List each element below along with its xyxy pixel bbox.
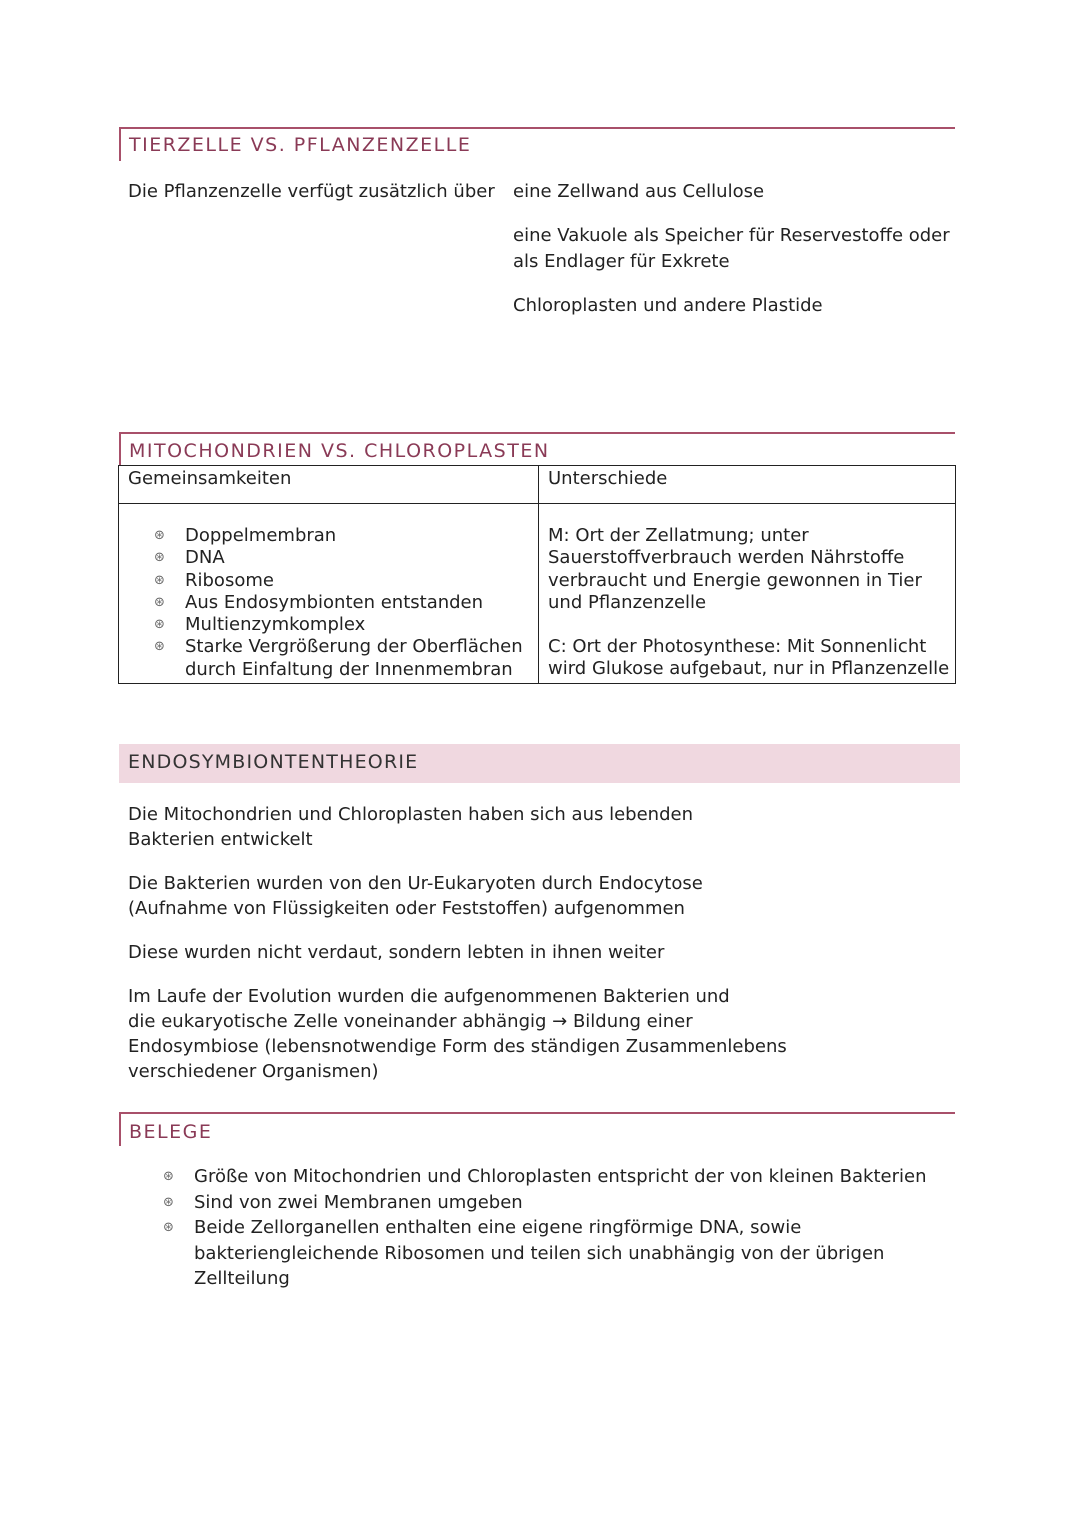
bullet-icon: ⊛	[154, 639, 165, 655]
tier-pflanze-intro: Die Pflanzenzelle verfügt zusätzlich über	[128, 181, 495, 202]
endo-paragraph: Die Bakterien wurden von den Ur-Eukaryoten durch Endocytose (Aufnahme von Flüssigkeiten oder Feststoffen) aufgenommen	[128, 873, 703, 919]
diff-chloroplast: C: Ort der Photosynthese: Mit Sonnenlicht wird Glukose aufgebaut, nur in Pflanzenzelle	[548, 636, 950, 680]
list-item: ⊛ Multienzymkomplex	[154, 614, 366, 636]
endo-paragraph: Diese wurden nicht verdaut, sondern lebten in ihnen weiter	[128, 942, 665, 963]
bullet-icon: ⊛	[163, 1220, 174, 1235]
bullet-icon: ⊛	[154, 572, 165, 588]
diff-cell	[539, 504, 956, 684]
section-belege-heading	[119, 1112, 955, 1146]
endo-paragraph: Im Laufe der Evolution wurden die aufgenommenen Bakterien und die eukaryotische Zelle voneinander abhängig → Bildung einer Endosymbiose (lebensnotwendige Form des ständigen Zusammenlebens verschiedener Organismen)	[128, 986, 787, 1082]
list-item: ⊛ Doppelmembran	[154, 525, 337, 546]
list-item: ⊛ Größe von Mitochondrien und Chloroplasten entspricht der von kleinen Bakterien	[128, 1164, 958, 1190]
bullet-icon: ⊛	[163, 1194, 174, 1210]
common-list	[119, 525, 538, 681]
section-mito-chloro-heading	[119, 432, 955, 466]
tier-pflanze-point: eine Zellwand aus Cellulose	[513, 181, 765, 202]
bullet-icon: ⊛	[163, 1169, 174, 1184]
bullet-icon: ⊛	[154, 594, 165, 610]
section-endo-heading	[119, 744, 960, 783]
list-item: ⊛ Beide Zellorganellen enthalten eine eigene ringförmige DNA, sowie bakteriengleichende Ribosomen und teilen sich unabhängig von der übrigen Zellteilung	[163, 1217, 885, 1289]
section-tier-pflanze-heading	[119, 127, 955, 161]
bullet-icon: ⊛	[154, 528, 165, 543]
list-item: ⊛ Starke Vergrößerung der Oberflächen durch Einfaltung der Innenmembran	[154, 636, 523, 680]
column-header-diff: Unterschiede	[539, 466, 956, 504]
column-header-common: Gemeinsamkeiten	[119, 466, 539, 504]
common-cell	[119, 504, 539, 684]
section-title: TIERZELLE VS. PFLANZENZELLE	[129, 134, 472, 156]
section-title: BELEGE	[129, 1121, 213, 1143]
section-title: ENDOSYMBIONTENTHEORIE	[128, 751, 419, 773]
tier-pflanze-point: Chloroplasten und andere Plastide	[513, 295, 823, 316]
list-item: ⊛ Sind von zwei Membranen umgeben	[128, 1190, 958, 1216]
tier-pflanze-point: eine Vakuole als Speicher für Reservestoffe oder	[513, 225, 950, 246]
bullet-icon: ⊛	[154, 617, 165, 633]
diff-mitochondria: M: Ort der Zellatmung; unter Sauerstoffverbrauch werden Nährstoffe verbraucht und Energie gewonnen in Tier und Pflanzenzelle	[548, 525, 922, 613]
comparison-table	[118, 465, 956, 684]
tier-pflanze-point: als Endlager für Exkrete	[513, 251, 730, 272]
list-item: ⊛ DNA	[154, 547, 225, 569]
list-item: ⊛ Ribosome	[154, 569, 274, 591]
list-item: ⊛ Aus Endosymbionten entstanden	[154, 591, 484, 613]
bullet-icon: ⊛	[154, 550, 165, 566]
belege-list	[128, 1164, 958, 1292]
endo-paragraph: Die Mitochondrien und Chloroplasten haben sich aus lebenden Bakterien entwickelt	[128, 804, 693, 850]
section-title: MITOCHONDRIEN VS. CHLOROPLASTEN	[129, 440, 550, 462]
